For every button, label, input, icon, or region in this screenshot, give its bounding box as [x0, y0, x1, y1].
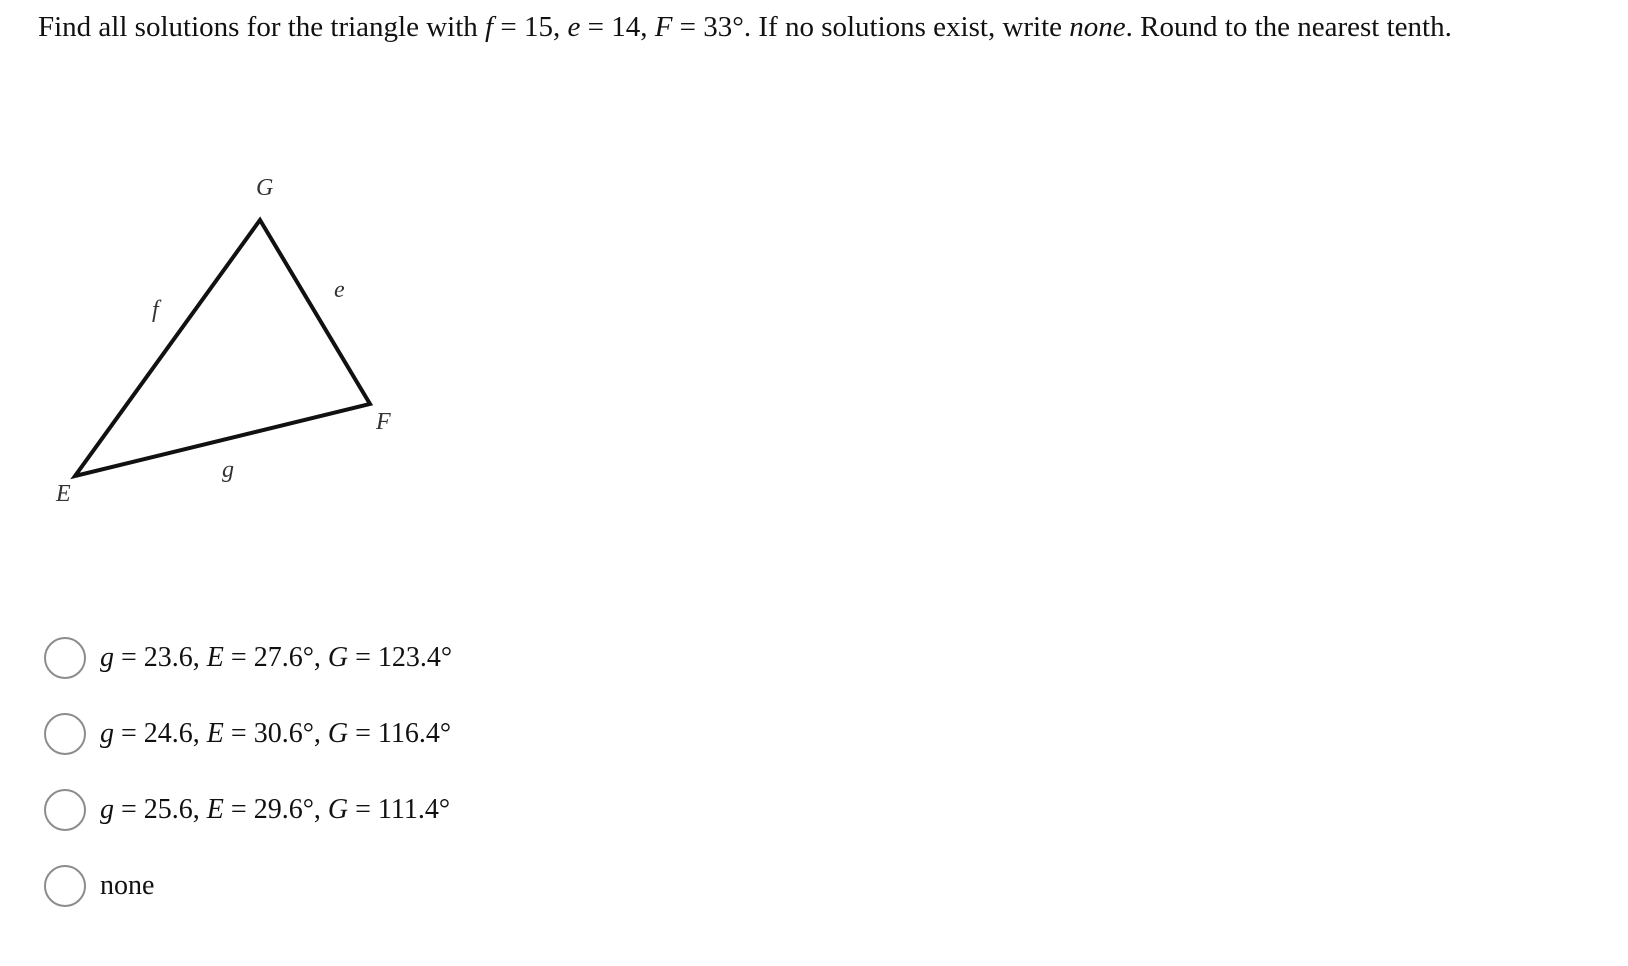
variable-G: G: [327, 794, 349, 825]
question-part: = 33°. If no solutions exist, write: [672, 11, 1070, 43]
variable-E: E: [206, 642, 224, 673]
vertex-label-e: E: [56, 481, 71, 507]
question-part: . Round to the nearest tenth.: [1125, 11, 1452, 43]
answer-option-text: none: [100, 870, 155, 901]
value-g: = 25.6,: [114, 794, 207, 825]
variable-G: G: [327, 718, 349, 749]
value-G: = 116.4°: [348, 718, 452, 749]
triangle-diagram: [40, 170, 440, 540]
variable-g: g: [100, 794, 114, 825]
variable-E: E: [206, 794, 224, 825]
variable-g: g: [100, 718, 114, 749]
value-g: = 24.6,: [114, 718, 207, 749]
radio-button[interactable]: [44, 789, 86, 831]
value-E: = 29.6°,: [223, 794, 328, 825]
answer-option-text: [100, 793, 450, 827]
answer-option-3[interactable]: [44, 786, 644, 834]
none-word: none: [1069, 11, 1126, 43]
question-part: Find all solutions for the triangle with: [38, 11, 486, 43]
triangle-shape: [75, 220, 370, 476]
answer-option-2[interactable]: [44, 710, 644, 758]
vertex-label-f: F: [376, 409, 391, 435]
answer-option-text: [100, 717, 451, 751]
question-part: = 15,: [493, 11, 568, 43]
value-E: = 27.6°,: [223, 642, 328, 673]
question-part: = 14,: [580, 11, 655, 43]
variable-G: G: [327, 642, 349, 673]
triangle-figure: [40, 170, 440, 540]
side-label-g: g: [222, 457, 234, 483]
value-E: = 30.6°,: [223, 718, 328, 749]
answer-option-1[interactable]: [44, 634, 644, 682]
variable-g: g: [100, 642, 114, 673]
value-g: = 23.6,: [114, 642, 207, 673]
variable-F: F: [654, 11, 673, 43]
question-text: [38, 10, 1578, 44]
radio-button[interactable]: [44, 713, 86, 755]
side-label-f: f: [152, 297, 159, 323]
answer-option-4[interactable]: [44, 862, 644, 910]
vertex-label-g: G: [256, 175, 274, 201]
value-G: = 123.4°: [348, 642, 453, 673]
variable-e: e: [567, 11, 581, 43]
answer-option-text: [100, 641, 452, 675]
value-G: = 111.4°: [348, 794, 451, 825]
radio-button[interactable]: [44, 637, 86, 679]
radio-button[interactable]: [44, 865, 86, 907]
side-label-e: e: [334, 277, 345, 303]
variable-f: f: [485, 11, 494, 43]
variable-E: E: [206, 718, 224, 749]
